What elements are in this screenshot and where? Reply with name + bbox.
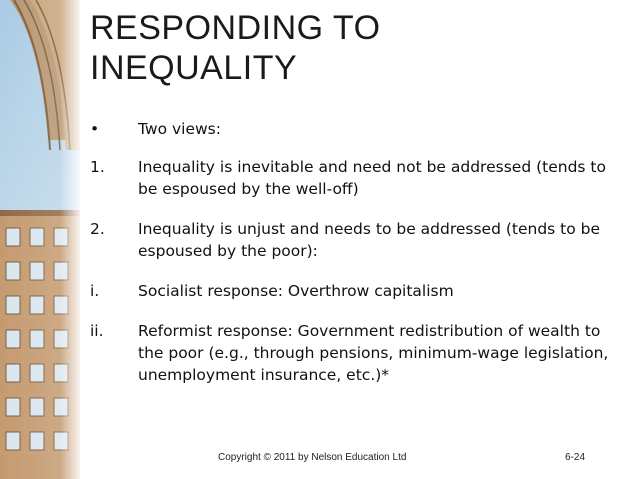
list-item [90, 156, 620, 200]
bullet-text: Reformist response: Government redistribution of wealth to the poor (e.g., through pensions, minimum-wage legislation, unemployment insurance, etc.)* [138, 322, 609, 384]
bullet-marker: ii. [90, 322, 104, 340]
bullet-marker: 2. [90, 220, 105, 238]
title-line-1: RESPONDING TO [90, 9, 381, 47]
list-item [90, 118, 620, 140]
bullet-marker: 1. [90, 158, 105, 176]
bullet-marker: i. [90, 282, 100, 300]
title-line-2: INEQUALITY [90, 49, 298, 87]
copyright-text: Copyright © 2011 by Nelson Education Ltd [218, 452, 407, 463]
bullet-marker: • [90, 120, 100, 138]
bullet-text: Two views: [138, 120, 221, 138]
building-photo [0, 0, 80, 479]
bullet-list [90, 118, 620, 386]
slide-number: 6-24 [565, 452, 586, 463]
bullet-text: Inequality is inevitable and need not be addressed (tends to be espoused by the well-off) [138, 158, 606, 198]
list-item [90, 218, 620, 262]
bullet-text: Inequality is unjust and needs to be addressed (tends to be espoused by the poor): [138, 220, 601, 260]
bullet-text: Socialist response: Overthrow capitalism [138, 282, 454, 300]
slide-title [90, 8, 610, 88]
list-item [90, 320, 620, 386]
list-item [90, 280, 620, 302]
